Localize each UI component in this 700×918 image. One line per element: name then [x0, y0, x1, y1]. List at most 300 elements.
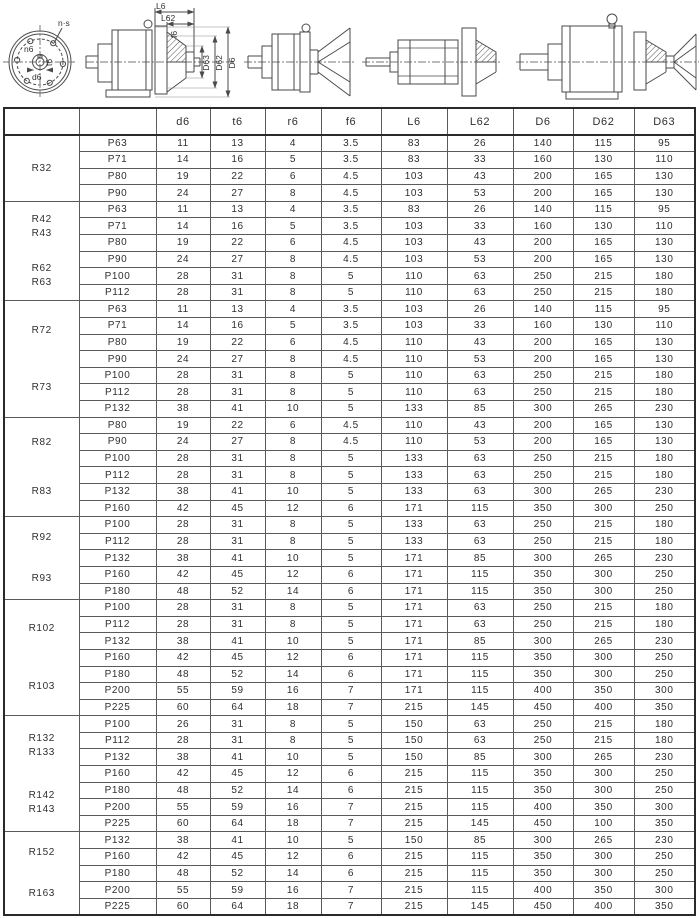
value-cell: 95: [634, 135, 695, 152]
value-cell: 3.5: [321, 318, 381, 335]
value-cell: 43: [447, 168, 513, 185]
value-cell: 63: [447, 268, 513, 285]
value-cell: 8: [265, 185, 321, 202]
value-cell: 10: [265, 401, 321, 418]
value-cell: 41: [210, 550, 265, 567]
value-cell: 63: [447, 732, 513, 749]
value-cell: 300: [573, 583, 634, 600]
value-cell: 180: [634, 450, 695, 467]
value-cell: 250: [513, 517, 573, 534]
value-cell: 171: [381, 583, 447, 600]
model-cell: P80: [79, 334, 156, 351]
series-label: R103: [28, 680, 55, 692]
value-cell: 215: [573, 367, 634, 384]
value-cell: 63: [447, 450, 513, 467]
value-cell: 28: [156, 450, 210, 467]
value-cell: 27: [210, 251, 265, 268]
value-cell: 6: [265, 235, 321, 252]
table-row: [4, 649, 695, 666]
value-cell: 140: [513, 135, 573, 152]
value-cell: 8: [265, 533, 321, 550]
value-cell: 265: [573, 483, 634, 500]
value-cell: 6: [265, 417, 321, 434]
header-row: [4, 108, 695, 135]
value-cell: 4.5: [321, 251, 381, 268]
value-cell: 11: [156, 301, 210, 318]
value-cell: 130: [634, 434, 695, 451]
value-cell: 215: [381, 699, 447, 716]
model-cell: P132: [79, 483, 156, 500]
value-cell: 171: [381, 566, 447, 583]
value-cell: 5: [321, 467, 381, 484]
value-cell: 265: [573, 401, 634, 418]
value-cell: 85: [447, 633, 513, 650]
table-row: [4, 799, 695, 816]
value-cell: 215: [381, 865, 447, 882]
value-cell: 41: [210, 832, 265, 849]
value-cell: 13: [210, 201, 265, 218]
table-row: [4, 550, 695, 567]
value-cell: 180: [634, 716, 695, 733]
table-row: [4, 268, 695, 285]
value-cell: 350: [573, 882, 634, 899]
table-row: [4, 633, 695, 650]
value-cell: 28: [156, 384, 210, 401]
model-cell: P180: [79, 865, 156, 882]
value-cell: 230: [634, 401, 695, 418]
value-cell: 6: [321, 849, 381, 866]
value-cell: 130: [634, 168, 695, 185]
value-cell: 31: [210, 467, 265, 484]
series-label: R92: [31, 532, 52, 544]
value-cell: 10: [265, 749, 321, 766]
value-cell: 14: [156, 218, 210, 235]
value-cell: 115: [573, 301, 634, 318]
value-cell: 10: [265, 633, 321, 650]
value-cell: 145: [447, 699, 513, 716]
table-row: [4, 384, 695, 401]
value-cell: 110: [381, 284, 447, 301]
value-cell: 10: [265, 832, 321, 849]
value-cell: 115: [447, 882, 513, 899]
table-row: [4, 566, 695, 583]
value-cell: 265: [573, 633, 634, 650]
value-cell: 28: [156, 284, 210, 301]
value-cell: 63: [447, 533, 513, 550]
value-cell: 250: [634, 849, 695, 866]
value-cell: 6: [321, 500, 381, 517]
value-cell: 350: [513, 782, 573, 799]
table-row: [4, 500, 695, 517]
model-cell: P160: [79, 849, 156, 866]
dim-label-D63: D63: [201, 55, 211, 71]
value-cell: 300: [634, 882, 695, 899]
dim-label-t6: t6: [44, 58, 54, 66]
table-row: [4, 135, 695, 152]
series-label: R42: [31, 214, 52, 226]
value-cell: 85: [447, 832, 513, 849]
value-cell: 8: [265, 600, 321, 617]
value-cell: 5: [321, 716, 381, 733]
value-cell: 26: [447, 301, 513, 318]
value-cell: 300: [634, 799, 695, 816]
value-cell: 16: [210, 318, 265, 335]
value-cell: 145: [447, 898, 513, 915]
value-cell: 350: [634, 699, 695, 716]
value-cell: 215: [573, 467, 634, 484]
value-cell: 215: [573, 616, 634, 633]
model-cell: P225: [79, 898, 156, 915]
technical-drawings-strip: [0, 0, 700, 107]
value-cell: 130: [634, 417, 695, 434]
model-cell: P132: [79, 832, 156, 849]
value-cell: 16: [265, 799, 321, 816]
value-cell: 11: [156, 135, 210, 152]
table-row: [4, 284, 695, 301]
value-cell: 5: [321, 284, 381, 301]
value-cell: 53: [447, 434, 513, 451]
value-cell: 400: [513, 799, 573, 816]
value-cell: 110: [634, 218, 695, 235]
drawings-canvas: [0, 0, 700, 107]
value-cell: 5: [321, 616, 381, 633]
value-cell: 5: [321, 732, 381, 749]
value-cell: 350: [513, 500, 573, 517]
value-cell: 52: [210, 583, 265, 600]
value-cell: 5: [321, 367, 381, 384]
model-cell: P180: [79, 583, 156, 600]
value-cell: 53: [447, 351, 513, 368]
value-cell: 38: [156, 832, 210, 849]
value-cell: 42: [156, 766, 210, 783]
model-cell: P132: [79, 550, 156, 567]
table-row: [4, 152, 695, 169]
value-cell: 26: [156, 716, 210, 733]
value-cell: 250: [634, 782, 695, 799]
value-cell: 28: [156, 467, 210, 484]
series-group-cell: [4, 600, 79, 716]
header-col-L62: L62: [447, 108, 513, 135]
value-cell: 110: [381, 417, 447, 434]
value-cell: 24: [156, 251, 210, 268]
value-cell: 14: [156, 152, 210, 169]
value-cell: 6: [321, 649, 381, 666]
value-cell: 215: [381, 882, 447, 899]
value-cell: 83: [381, 201, 447, 218]
value-cell: 12: [265, 566, 321, 583]
value-cell: 110: [381, 351, 447, 368]
value-cell: 85: [447, 401, 513, 418]
value-cell: 265: [573, 749, 634, 766]
value-cell: 350: [513, 849, 573, 866]
value-cell: 18: [265, 699, 321, 716]
value-cell: 28: [156, 517, 210, 534]
table-row: [4, 815, 695, 832]
series-label: R142: [28, 790, 55, 802]
value-cell: 115: [573, 201, 634, 218]
header-col-D6: D6: [513, 108, 573, 135]
value-cell: 250: [513, 716, 573, 733]
series-label: R43: [31, 228, 52, 240]
value-cell: 180: [634, 732, 695, 749]
model-cell: P112: [79, 533, 156, 550]
value-cell: 230: [634, 832, 695, 849]
value-cell: 31: [210, 367, 265, 384]
value-cell: 160: [513, 318, 573, 335]
table-row: [4, 483, 695, 500]
value-cell: 300: [573, 649, 634, 666]
value-cell: 55: [156, 882, 210, 899]
value-cell: 115: [447, 683, 513, 700]
header-col-t6: t6: [210, 108, 265, 135]
value-cell: 12: [265, 766, 321, 783]
value-cell: 5: [321, 401, 381, 418]
value-cell: 41: [210, 483, 265, 500]
header-col-D63: D63: [634, 108, 695, 135]
value-cell: 31: [210, 384, 265, 401]
value-cell: 140: [513, 301, 573, 318]
value-cell: 130: [634, 251, 695, 268]
value-cell: 16: [265, 683, 321, 700]
dim-label-L62: L62: [161, 13, 176, 23]
value-cell: 63: [447, 517, 513, 534]
series-label: R93: [31, 573, 52, 585]
value-cell: 250: [634, 583, 695, 600]
value-cell: 8: [265, 450, 321, 467]
table-row: [4, 334, 695, 351]
value-cell: 14: [265, 666, 321, 683]
value-cell: 180: [634, 367, 695, 384]
value-cell: 8: [265, 467, 321, 484]
dim-label-ns: n·s: [58, 18, 70, 28]
value-cell: 31: [210, 533, 265, 550]
value-cell: 12: [265, 649, 321, 666]
model-cell: P80: [79, 168, 156, 185]
value-cell: 8: [265, 434, 321, 451]
value-cell: 38: [156, 633, 210, 650]
value-cell: 230: [634, 483, 695, 500]
table-row: [4, 218, 695, 235]
model-cell: P90: [79, 351, 156, 368]
value-cell: 14: [265, 583, 321, 600]
value-cell: 200: [513, 334, 573, 351]
value-cell: 215: [573, 384, 634, 401]
value-cell: 38: [156, 749, 210, 766]
value-cell: 48: [156, 666, 210, 683]
value-cell: 45: [210, 566, 265, 583]
value-cell: 22: [210, 168, 265, 185]
table-row: [4, 251, 695, 268]
value-cell: 10: [265, 550, 321, 567]
model-cell: P100: [79, 367, 156, 384]
value-cell: 42: [156, 500, 210, 517]
value-cell: 28: [156, 268, 210, 285]
value-cell: 400: [513, 882, 573, 899]
value-cell: 300: [513, 633, 573, 650]
value-cell: 59: [210, 799, 265, 816]
value-cell: 85: [447, 550, 513, 567]
value-cell: 11: [156, 201, 210, 218]
value-cell: 31: [210, 732, 265, 749]
table-row: [4, 749, 695, 766]
value-cell: 5: [321, 550, 381, 567]
table-row: [4, 533, 695, 550]
value-cell: 27: [210, 351, 265, 368]
model-cell: P112: [79, 284, 156, 301]
value-cell: 3.5: [321, 135, 381, 152]
series-label: R152: [28, 847, 55, 859]
value-cell: 400: [513, 683, 573, 700]
model-cell: P200: [79, 799, 156, 816]
value-cell: 41: [210, 749, 265, 766]
value-cell: 180: [634, 517, 695, 534]
table-row: [4, 201, 695, 218]
model-cell: P225: [79, 815, 156, 832]
value-cell: 300: [573, 666, 634, 683]
value-cell: 4: [265, 301, 321, 318]
value-cell: 43: [447, 417, 513, 434]
value-cell: 22: [210, 417, 265, 434]
model-cell: P100: [79, 716, 156, 733]
value-cell: 103: [381, 301, 447, 318]
model-cell: P63: [79, 301, 156, 318]
value-cell: 10: [265, 483, 321, 500]
value-cell: 64: [210, 815, 265, 832]
value-cell: 13: [210, 135, 265, 152]
value-cell: 400: [573, 898, 634, 915]
value-cell: 140: [513, 201, 573, 218]
value-cell: 19: [156, 417, 210, 434]
value-cell: 52: [210, 666, 265, 683]
value-cell: 42: [156, 566, 210, 583]
value-cell: 110: [381, 334, 447, 351]
table-row: [4, 600, 695, 617]
value-cell: 6: [321, 566, 381, 583]
value-cell: 63: [447, 367, 513, 384]
value-cell: 215: [381, 799, 447, 816]
series-label: R82: [31, 436, 52, 448]
value-cell: 130: [634, 235, 695, 252]
header-col-f6: f6: [321, 108, 381, 135]
value-cell: 41: [210, 401, 265, 418]
model-cell: P100: [79, 600, 156, 617]
value-cell: 110: [634, 318, 695, 335]
value-cell: 26: [447, 135, 513, 152]
value-cell: 115: [447, 666, 513, 683]
value-cell: 350: [513, 766, 573, 783]
value-cell: 19: [156, 334, 210, 351]
value-cell: 300: [513, 401, 573, 418]
value-cell: 115: [447, 766, 513, 783]
value-cell: 83: [381, 152, 447, 169]
value-cell: 250: [634, 666, 695, 683]
value-cell: 130: [634, 185, 695, 202]
table-row: [4, 898, 695, 915]
series-group-cell: [4, 301, 79, 417]
value-cell: 59: [210, 683, 265, 700]
value-cell: 8: [265, 732, 321, 749]
table-row: [4, 782, 695, 799]
model-cell: P71: [79, 318, 156, 335]
value-cell: 265: [573, 550, 634, 567]
value-cell: 250: [513, 384, 573, 401]
value-cell: 4.5: [321, 334, 381, 351]
value-cell: 171: [381, 600, 447, 617]
value-cell: 5: [265, 152, 321, 169]
value-cell: 63: [447, 483, 513, 500]
header-empty-series-cell: [4, 108, 79, 135]
series-label: R32: [31, 162, 52, 174]
value-cell: 350: [513, 649, 573, 666]
value-cell: 171: [381, 683, 447, 700]
series-group-cell: [4, 417, 79, 517]
value-cell: 250: [513, 616, 573, 633]
value-cell: 115: [447, 500, 513, 517]
value-cell: 115: [447, 782, 513, 799]
model-cell: P90: [79, 185, 156, 202]
value-cell: 4: [265, 201, 321, 218]
value-cell: 215: [573, 716, 634, 733]
value-cell: 18: [265, 815, 321, 832]
value-cell: 16: [265, 882, 321, 899]
value-cell: 48: [156, 583, 210, 600]
value-cell: 110: [634, 152, 695, 169]
value-cell: 165: [573, 251, 634, 268]
value-cell: 215: [573, 450, 634, 467]
model-cell: P63: [79, 135, 156, 152]
value-cell: 350: [573, 683, 634, 700]
value-cell: 5: [321, 533, 381, 550]
value-cell: 215: [573, 533, 634, 550]
table-row: [4, 417, 695, 434]
value-cell: 3.5: [321, 201, 381, 218]
value-cell: 33: [447, 152, 513, 169]
value-cell: 6: [321, 766, 381, 783]
table-row: [4, 235, 695, 252]
value-cell: 215: [573, 284, 634, 301]
value-cell: 4.5: [321, 351, 381, 368]
series-group-cell: [4, 832, 79, 915]
value-cell: 350: [513, 566, 573, 583]
model-cell: P63: [79, 201, 156, 218]
value-cell: 133: [381, 467, 447, 484]
value-cell: 8: [265, 616, 321, 633]
series-label: R133: [28, 746, 55, 758]
value-cell: 130: [573, 318, 634, 335]
flange-front-view-drawing: [3, 18, 77, 99]
value-cell: 8: [265, 716, 321, 733]
model-cell: P90: [79, 251, 156, 268]
model-cell: P132: [79, 749, 156, 766]
value-cell: 3.5: [321, 218, 381, 235]
value-cell: 48: [156, 865, 210, 882]
value-cell: 133: [381, 483, 447, 500]
value-cell: 16: [210, 152, 265, 169]
value-cell: 22: [210, 334, 265, 351]
value-cell: 5: [321, 832, 381, 849]
model-cell: P180: [79, 666, 156, 683]
value-cell: 180: [634, 467, 695, 484]
table-row: [4, 318, 695, 335]
value-cell: 150: [381, 749, 447, 766]
value-cell: 160: [513, 152, 573, 169]
value-cell: 4.5: [321, 168, 381, 185]
value-cell: 180: [634, 533, 695, 550]
model-cell: P100: [79, 268, 156, 285]
value-cell: 45: [210, 766, 265, 783]
value-cell: 55: [156, 683, 210, 700]
value-cell: 60: [156, 898, 210, 915]
